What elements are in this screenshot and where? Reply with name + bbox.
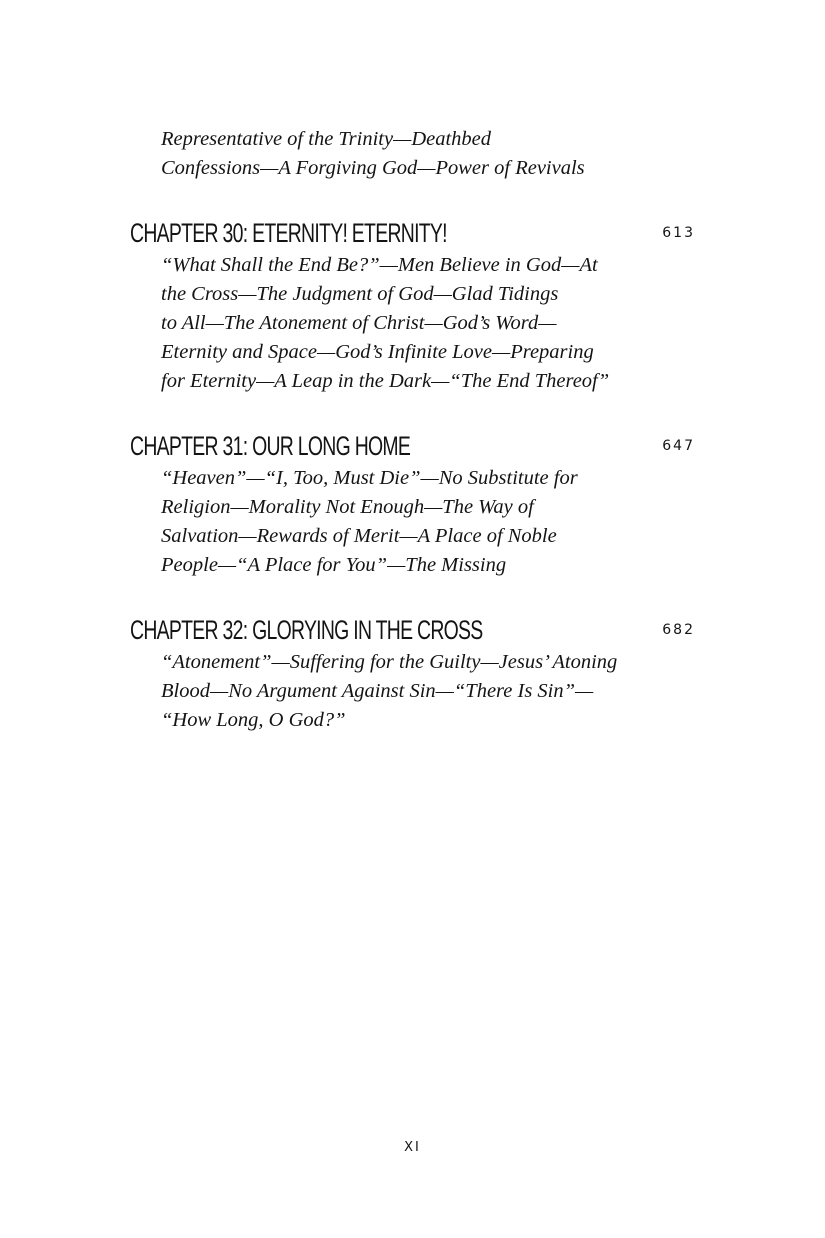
chapter-page-number: 682 <box>662 622 695 638</box>
topic-line: “What Shall the End Be?”—Men Believe in God—At <box>161 254 598 276</box>
topic-line: Salvation—Rewards of Merit—A Place of Noble <box>161 525 557 547</box>
chapter-page-number: 647 <box>662 438 695 454</box>
chapter-title: CHAPTER 31: OUR LONG HOME <box>130 431 411 461</box>
chapter-topics <box>161 648 695 735</box>
topic-line: Eternity and Space—God’s Infinite Love—Preparing <box>161 341 594 363</box>
chapter-30-entry <box>130 215 695 396</box>
continued-topics <box>161 125 681 183</box>
topic-line: the Cross—The Judgment of God—Glad Tidings <box>161 283 559 305</box>
chapter-page-number: 613 <box>662 225 695 241</box>
chapter-title: CHAPTER 32: GLORYING IN THE CROSS <box>130 615 483 645</box>
topic-line: “How Long, O God?” <box>161 709 346 731</box>
topic-line: Confessions—A Forgiving God—Power of Revivals <box>161 157 585 179</box>
topic-line: “Heaven”—“I, Too, Must Die”—No Substitute for <box>161 467 578 489</box>
topic-line: to All—The Atonement of Christ—God’s Word— <box>161 312 557 334</box>
chapter-heading-row <box>130 428 695 464</box>
topic-line: for Eternity—A Leap in the Dark—“The End Thereof” <box>161 370 610 392</box>
topic-line: Religion—Morality Not Enough—The Way of <box>161 496 534 518</box>
chapter-heading-row <box>130 215 695 251</box>
chapter-topics <box>161 464 695 580</box>
chapter-heading-row <box>130 612 695 648</box>
chapter-title: CHAPTER 30: ETERNITY! ETERNITY! <box>130 218 447 248</box>
chapter-32-entry <box>130 612 695 735</box>
topic-line: Blood—No Argument Against Sin—“There Is Sin”— <box>161 680 594 702</box>
topic-line: “Atonement”—Suffering for the Guilty—Jesus’ Atoning <box>161 651 618 673</box>
chapter-31-entry <box>130 428 695 580</box>
chapter-topics <box>161 251 695 396</box>
page-folio: XI <box>404 1140 421 1155</box>
topic-line: People—“A Place for You”—The Missing <box>161 554 507 576</box>
topic-line: Representative of the Trinity—Deathbed <box>161 128 492 150</box>
